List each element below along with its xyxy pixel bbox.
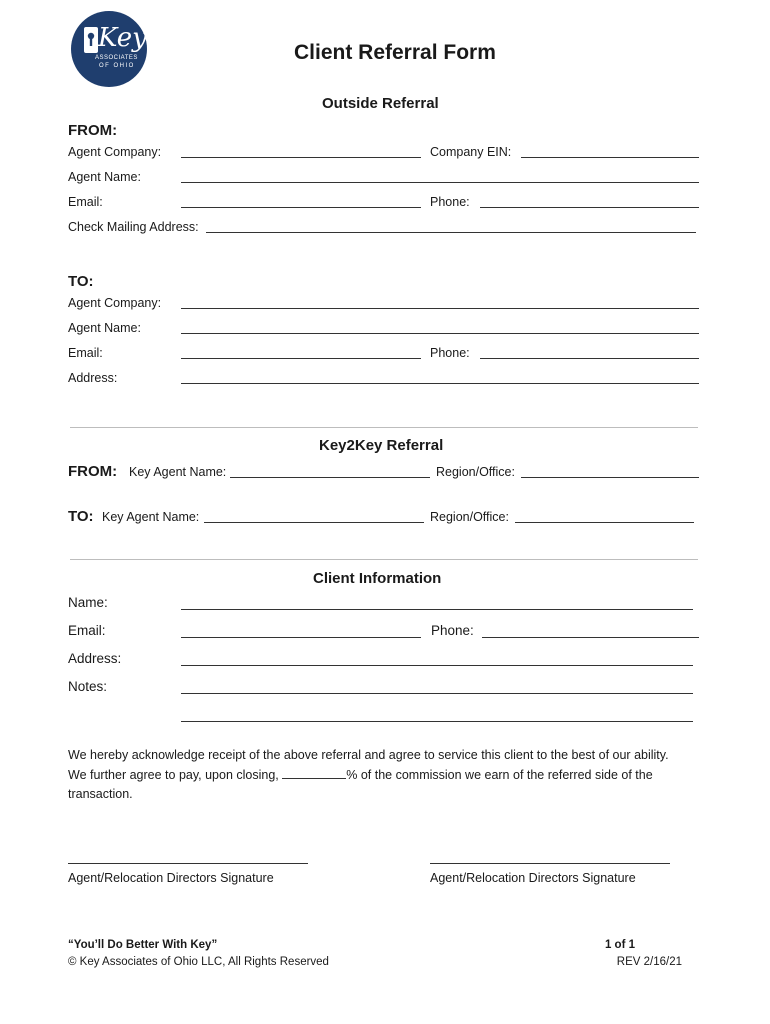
outside-from-check-mailing-label: Check Mailing Address: — [68, 220, 199, 234]
key2key-from-label: FROM: — [68, 463, 118, 480]
logo-line2: OF OHIO — [99, 63, 135, 69]
footer-slogan: “You’ll Do Better With Key” — [68, 939, 218, 951]
page-title: Client Referral Form — [294, 41, 496, 64]
signature-line-right[interactable] — [430, 863, 670, 864]
outside-from-agent-name-label: Agent Name: — [68, 170, 141, 184]
outside-from-label: FROM: — [68, 122, 118, 139]
outside-to-phone-field[interactable] — [480, 358, 699, 359]
footer-copyright: © Key Associates of Ohio LLC, All Rights Reserved — [68, 956, 329, 968]
signature-line-left[interactable] — [68, 863, 308, 864]
client-phone-field[interactable] — [482, 637, 699, 638]
client-notes-label: Notes: — [68, 679, 108, 694]
key2key-to-region-field[interactable] — [515, 522, 694, 523]
key2key-from-agent-label: Key Agent Name: — [129, 465, 227, 479]
client-notes-field-line2[interactable] — [181, 721, 693, 722]
outside-from-company-ein-field[interactable] — [521, 157, 699, 158]
divider — [70, 427, 698, 428]
ack-line-2 — [68, 766, 708, 786]
key2key-to-region-label: Region/Office: — [430, 510, 509, 524]
outside-to-phone-label: Phone: — [430, 346, 470, 360]
client-notes-field[interactable] — [181, 693, 693, 694]
client-info-heading: Client Information — [313, 570, 442, 587]
page-number: 1 of 1 — [604, 939, 635, 951]
outside-from-email-field[interactable] — [181, 207, 421, 208]
key2key-to-label: TO: — [68, 508, 94, 525]
ack-line-1: We hereby acknowledge receipt of the above referral and agree to service this client to the best of our ability. — [68, 748, 669, 762]
revision-date: REV 2/16/21 — [616, 956, 682, 968]
outside-from-email-label: Email: — [68, 195, 103, 209]
outside-from-company-ein-label: Company EIN: — [430, 145, 512, 159]
outside-to-address-label: Address: — [68, 371, 118, 385]
ack-line-2-start: We further agree to pay, upon closing, — [68, 767, 283, 782]
outside-from-phone-field[interactable] — [480, 207, 699, 208]
client-email-field[interactable] — [181, 637, 421, 638]
client-address-field[interactable] — [181, 665, 693, 666]
key2key-from-region-label: Region/Office: — [436, 465, 515, 479]
outside-from-phone-label: Phone: — [430, 195, 470, 209]
outside-to-agent-company-field[interactable] — [181, 308, 699, 309]
signature-label-right: Agent/Relocation Directors Signature — [430, 871, 636, 885]
key2key-heading: Key2Key Referral — [319, 437, 444, 454]
signature-label-left: Agent/Relocation Directors Signature — [68, 871, 274, 885]
outside-to-email-field[interactable] — [181, 358, 421, 359]
client-address-label: Address: — [68, 651, 122, 666]
key2key-from-agent-field[interactable] — [230, 477, 430, 478]
outside-from-check-mailing-field[interactable] — [206, 232, 696, 233]
outside-from-agent-name-field[interactable] — [181, 182, 699, 183]
ack-line-2-end: % of the commission we earn of the referred side of the — [346, 767, 653, 782]
client-email-label: Email: — [68, 623, 106, 638]
acknowledgement-text — [68, 746, 708, 805]
commission-percent-field[interactable] — [282, 766, 346, 779]
outside-to-email-label: Email: — [68, 346, 103, 360]
outside-from-agent-company-label: Agent Company: — [68, 145, 162, 159]
key2key-to-agent-field[interactable] — [204, 522, 424, 523]
client-name-label: Name: — [68, 595, 108, 610]
outside-to-agent-name-field[interactable] — [181, 333, 699, 334]
outside-to-address-field[interactable] — [181, 383, 699, 384]
key2key-to-agent-label: Key Agent Name: — [102, 510, 200, 524]
logo-word: Key — [98, 23, 147, 53]
company-logo — [71, 11, 147, 87]
client-phone-label: Phone: — [431, 623, 474, 638]
ack-line-3: transaction. — [68, 787, 133, 801]
outside-referral-heading: Outside Referral — [322, 95, 439, 112]
outside-to-agent-name-label: Agent Name: — [68, 321, 141, 335]
divider — [70, 559, 698, 560]
key2key-from-region-field[interactable] — [521, 477, 699, 478]
client-name-field[interactable] — [181, 609, 693, 610]
outside-from-agent-company-field[interactable] — [181, 157, 421, 158]
logo-line1: ASSOCIATES — [95, 55, 138, 61]
outside-to-label: TO: — [68, 273, 94, 290]
outside-to-agent-company-label: Agent Company: — [68, 296, 162, 310]
